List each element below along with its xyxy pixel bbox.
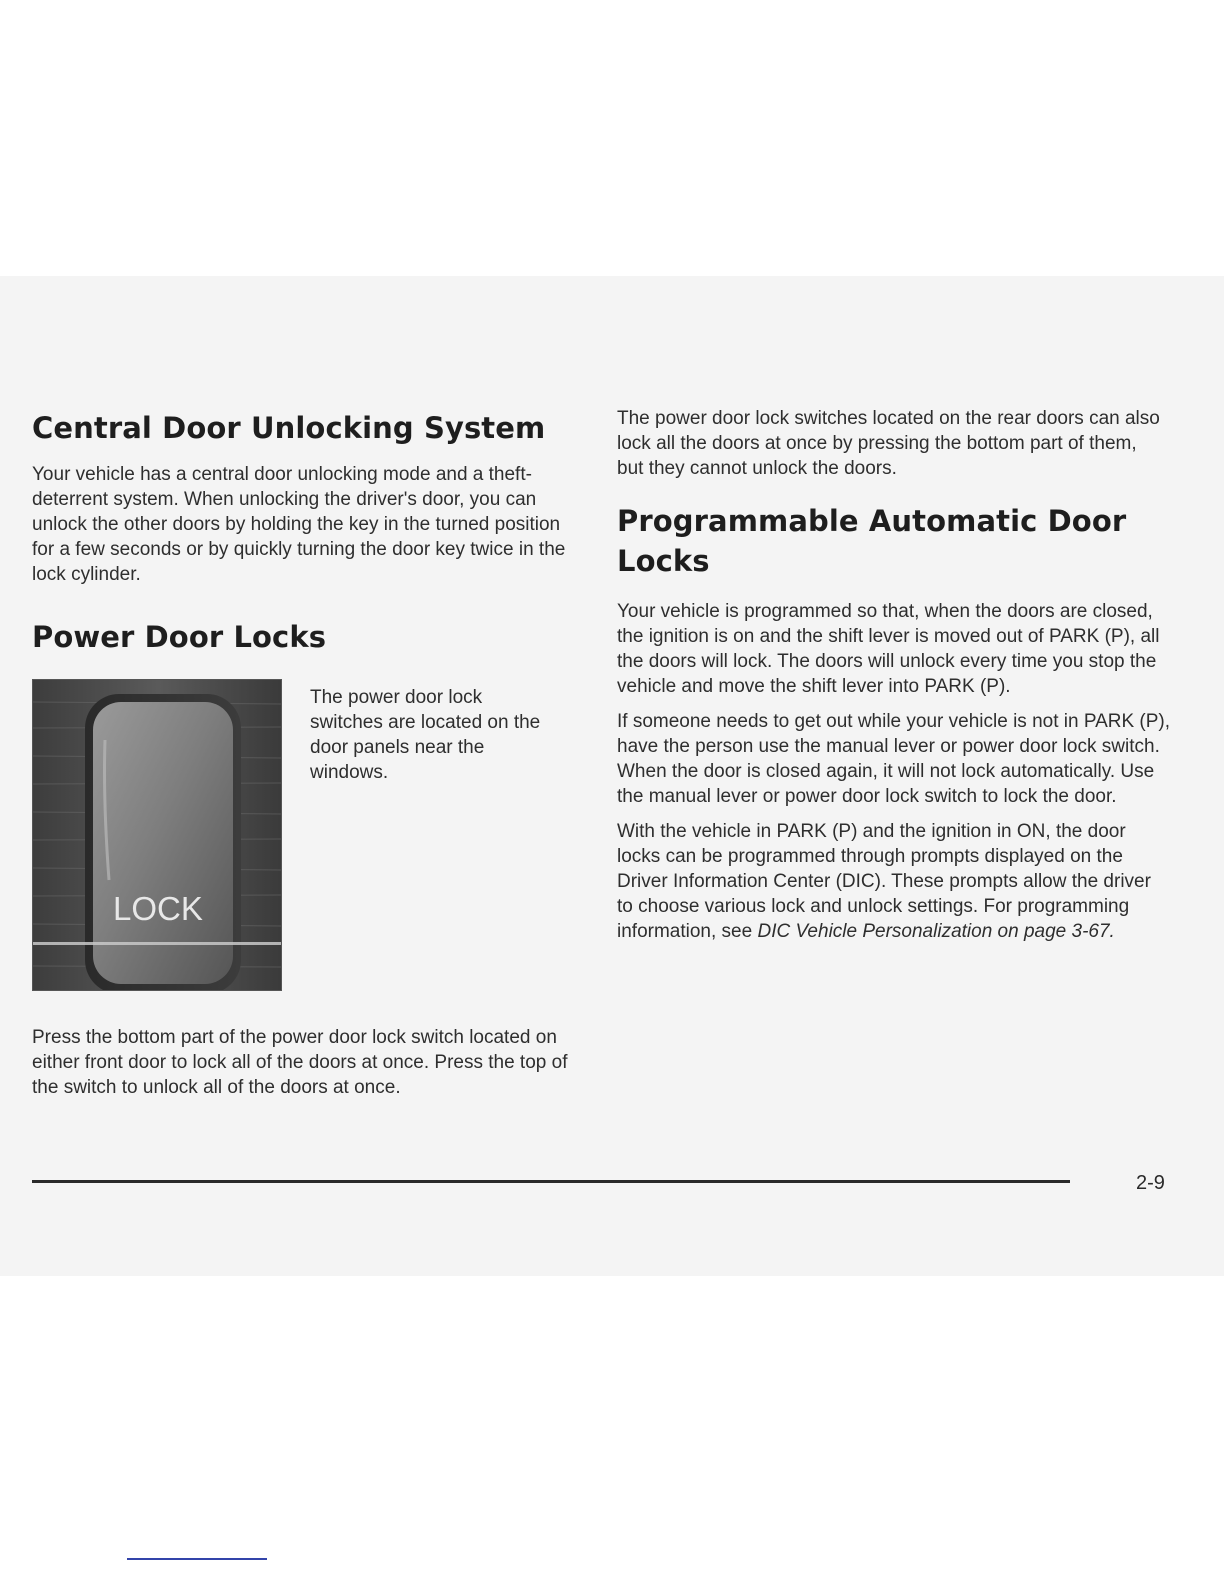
footer-rule <box>32 1180 1070 1183</box>
auto-lock-paragraph-3 <box>617 819 1172 944</box>
auto-lock-paragraph-2: If someone needs to get out while your vehicle is not in PARK (P), have the person use the manual lever or power door lock switch. When the door is closed again, it will not lock automatically. Use the manual lever or power door lock switch to lock the door. <box>617 711 1171 807</box>
auto-lock-paragraph-1: Your vehicle is programmed so that, when the doors are closed, the ignition is on and the shift lever is moved out of PARK (P), all the doors will lock. The doors will unlock every time you stop the vehicle and move the shift lever into PARK (P). <box>617 601 1160 697</box>
link-underline-fragment <box>127 1558 267 1560</box>
switch-location-text: The power door lock switches are located on the door panels near the windows. <box>310 687 541 783</box>
left-column <box>32 408 572 1100</box>
central-unlocking-paragraph: Your vehicle has a central door unlocking mode and a theft-deterrent system. When unlocking the driver's door, you can unlock the other doors by holding the key in the turned position for a few seconds or by quickly turning the door key twice in the lock cylinder. <box>32 464 566 585</box>
page-number: 2-9 <box>1136 1172 1165 1194</box>
auto-lock-paragraph-3-text: With the vehicle in PARK (P) and the ignition in ON, the door locks can be programmed through prompts displayed on the Driver Information Center (DIC). These prompts allow the driver to choose various lock and unlock settings. For programming information, see <box>617 821 1151 942</box>
heading-programmable-door-locks: Programmable Automatic Door Locks <box>617 504 1127 578</box>
press-switch-paragraph: Press the bottom part of the power door lock switch located on either front door to lock all of the doors at once. Press the top of the switch to unlock all of the doors at once. <box>32 1027 568 1098</box>
lock-switch-illustration <box>33 680 282 991</box>
dic-personalization-reference[interactable]: DIC Vehicle Personalization on page 3-67. <box>757 921 1115 942</box>
lock-switch-photo <box>32 679 282 991</box>
heading-power-door-locks: Power Door Locks <box>32 620 327 654</box>
lock-label-text: LOCK <box>113 890 203 927</box>
rear-door-switch-paragraph: The power door lock switches located on the rear doors can also lock all the doors at once by pressing the bottom part of them, but they cannot unlock the doors. <box>617 408 1160 479</box>
lock-switch-row <box>32 679 572 991</box>
right-column <box>617 406 1177 944</box>
heading-central-door-unlocking: Central Door Unlocking System <box>32 411 546 445</box>
